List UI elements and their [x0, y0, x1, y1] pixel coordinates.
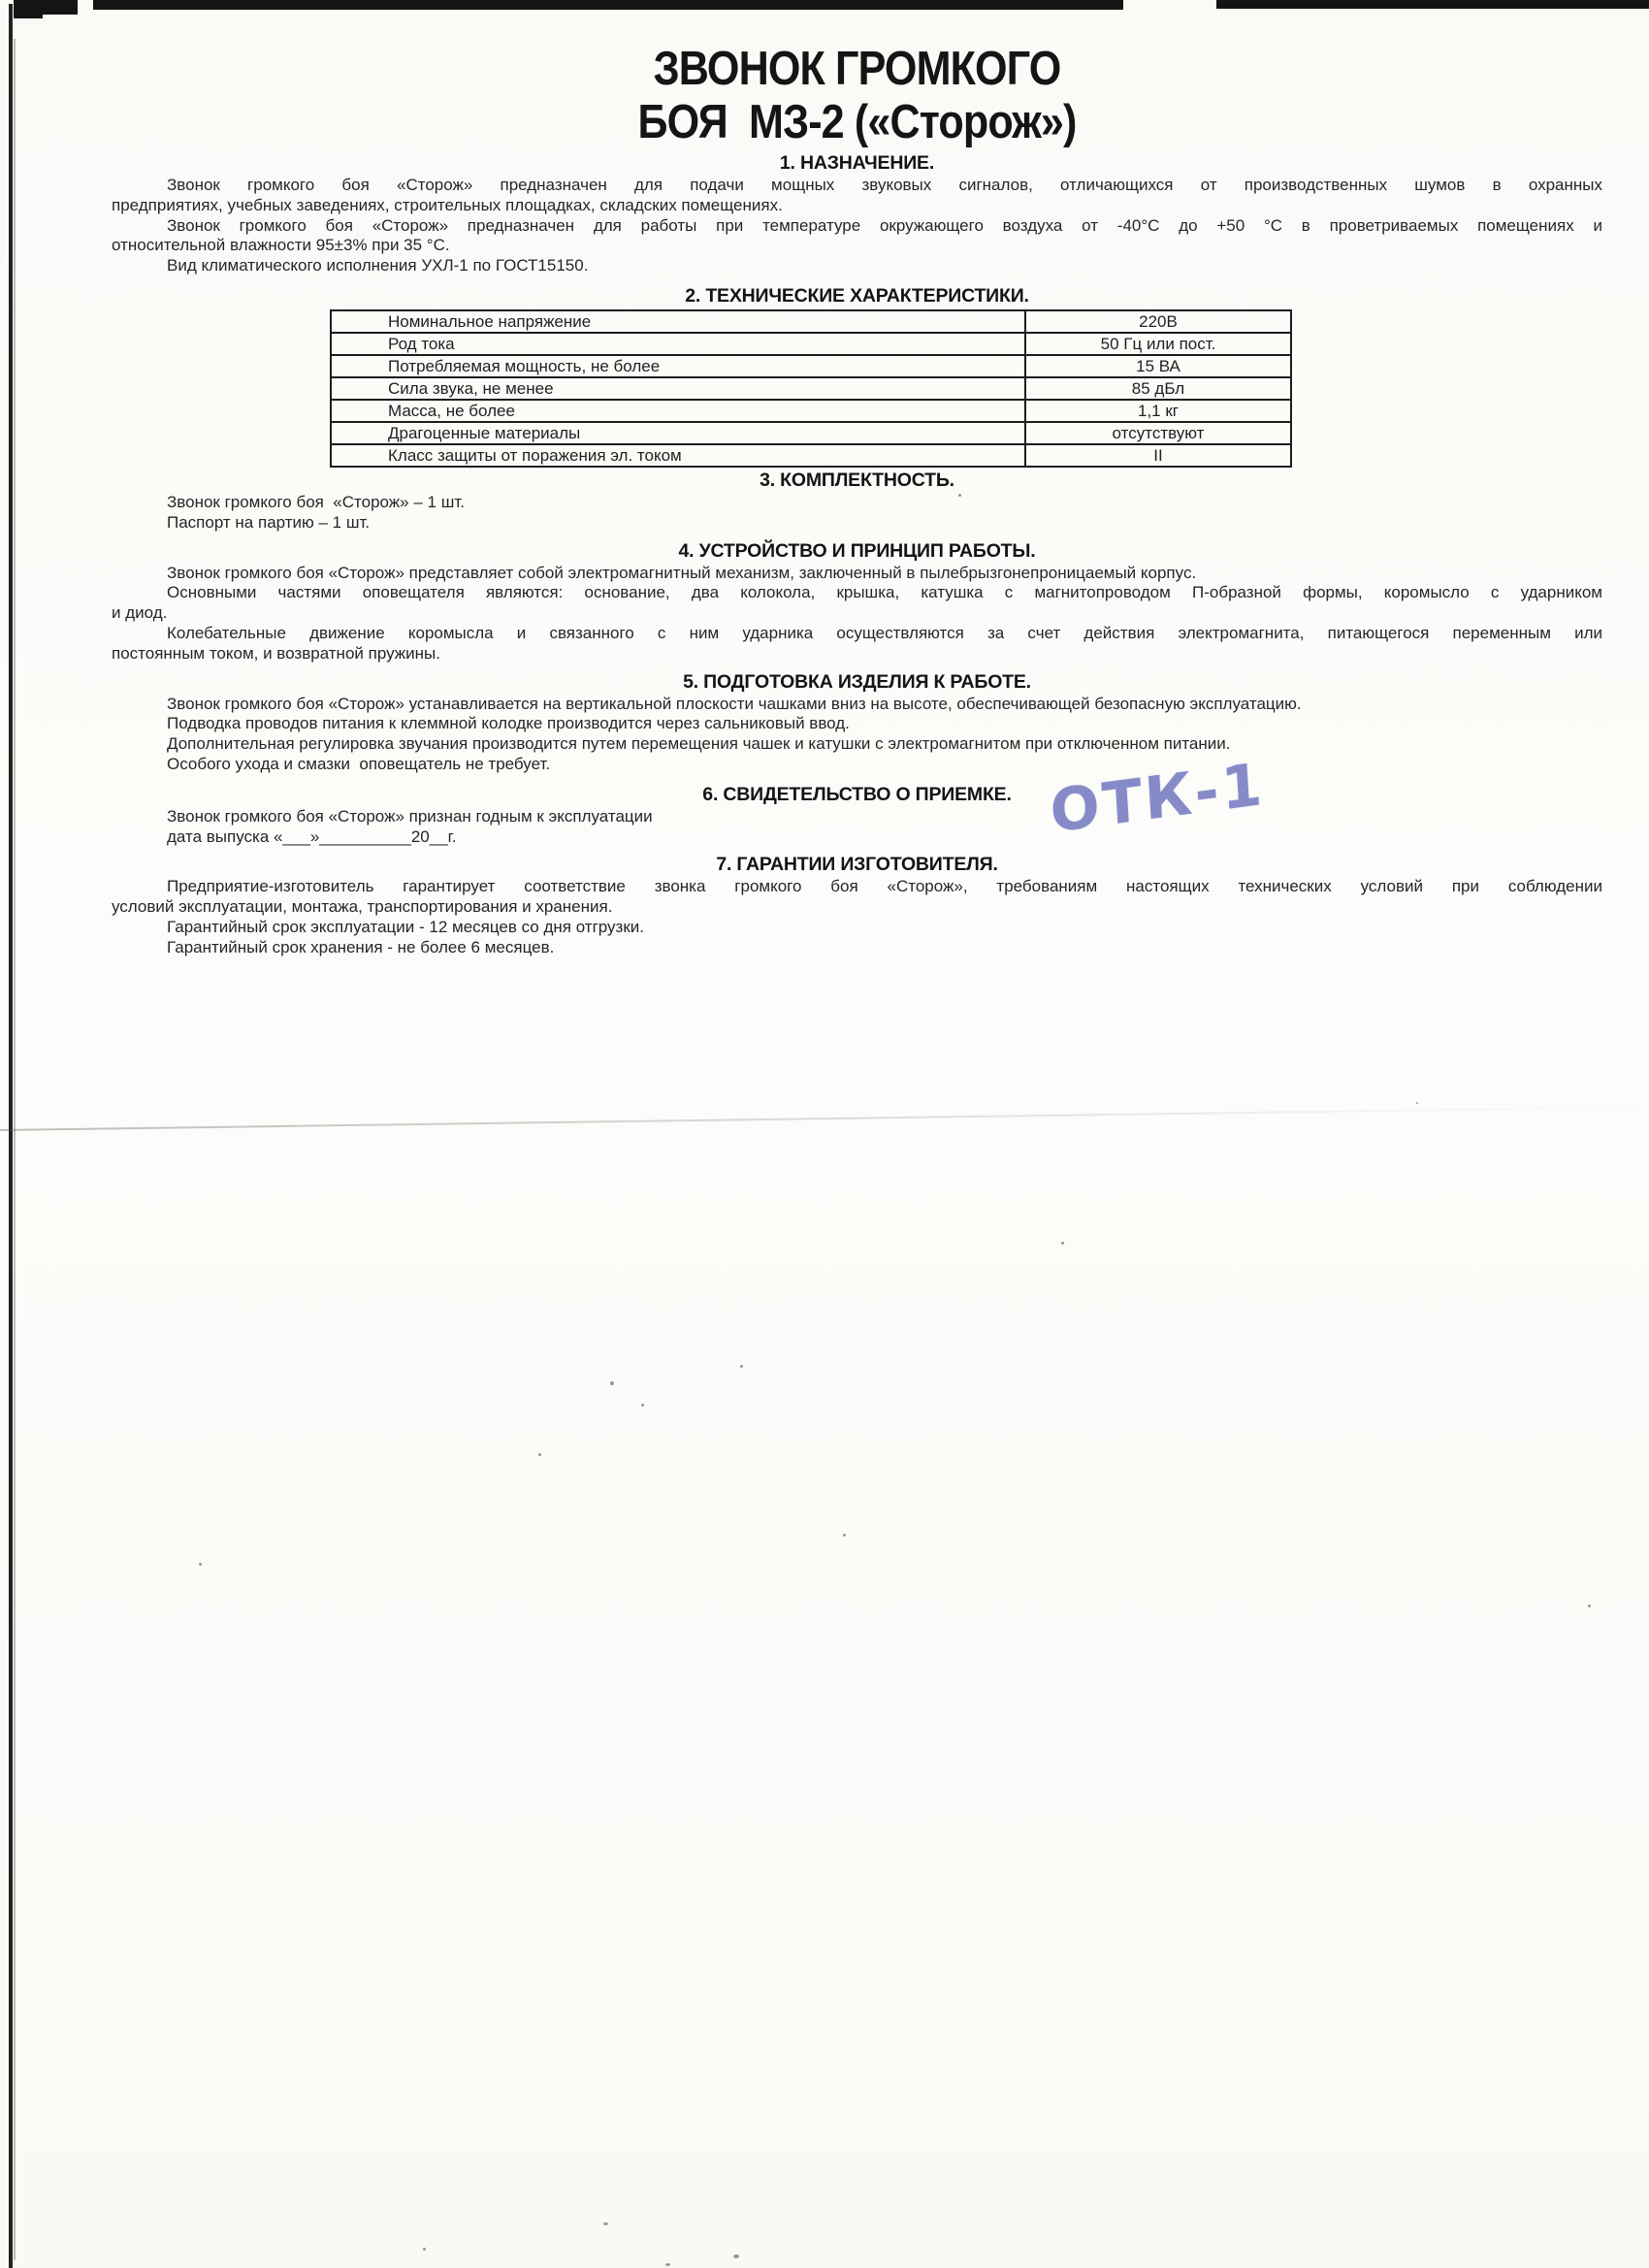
scan-speck — [733, 2254, 739, 2258]
section-heading-2: 2. ТЕХНИЧЕСКИЕ ХАРАКТЕРИСТИКИ. — [685, 284, 1029, 307]
scan-speck — [610, 1381, 614, 1385]
section-heading-7: 7. ГАРАНТИИ ИЗГОТОВИТЕЛЯ. — [716, 854, 998, 876]
text-line: Звонок громкого боя «Сторож» признан годным к эксплуатации — [167, 806, 653, 826]
scan-speck — [538, 1453, 541, 1456]
otk-acceptance-stamp: ОТК-1 — [1048, 750, 1267, 847]
text-line: Звонок громкого боя «Сторож» представляет собой электромагнитный механизм, заключенный в пылебрызгонепроницаемый корпус. — [167, 563, 1197, 582]
spec-value: 1,1 кг — [1025, 400, 1291, 422]
text-line: Вид климатического исполнения УХЛ-1 по ГОСТ15150. — [167, 256, 589, 275]
scan-speck — [740, 1365, 743, 1368]
table-row — [331, 377, 1291, 400]
document-title: БОЯ МЗ-2 («Сторож») — [637, 96, 1077, 148]
scan-top-edge — [14, 15, 43, 18]
table-row — [331, 355, 1291, 377]
text-line: Звонок громкого боя «Сторож» предназначен для работы при температуре окружающего воздуха от -40°С до +50 °С в проветриваемых помещениях и — [167, 215, 1602, 235]
scan-top-edge — [1216, 0, 1649, 9]
scan-speck — [199, 1563, 202, 1566]
table-row — [331, 400, 1291, 422]
scan-speck — [641, 1404, 644, 1407]
spec-value: 50 Гц или пост. — [1025, 333, 1291, 355]
section-heading-4: 4. УСТРОЙСТВО И ПРИНЦИП РАБОТЫ. — [678, 539, 1036, 562]
scan-speck — [1416, 1102, 1418, 1104]
section-1-body — [112, 176, 1602, 276]
list-item: Звонок громкого боя «Сторож» – 1 шт. — [167, 492, 465, 511]
text-line: предприятиях, учебных заведениях, строительных площадках, складских помещениях. — [112, 195, 783, 214]
text-line: условий эксплуатации, монтажа, транспортирования и хранения. — [112, 897, 613, 917]
scan-top-edge — [14, 0, 78, 15]
text-line: Дополнительная регулировка звучания производится путем перемещения чашек и катушки с электромагнитом при отключенном питании. — [167, 734, 1231, 754]
table-row — [331, 310, 1291, 333]
text-line: Гарантийный срок эксплуатации - 12 месяцев со дня отгрузки. — [167, 917, 645, 936]
section-heading-1: 1. НАЗНАЧЕНИЕ. — [779, 152, 935, 174]
spec-param: Драгоценные материалы — [331, 422, 1025, 444]
text-line: Звонок громкого боя «Сторож» устанавливается на вертикальной плоскости чашками вниз на высоте, обеспечивающей безопасную эксплуатацию. — [167, 694, 1302, 713]
section-3-body — [112, 493, 1602, 534]
issue-date-line: дата выпуска «___»__________20__г. — [167, 826, 457, 846]
text-line: Предприятие-изготовитель гарантирует соответствие звонка громкого боя «Сторож», требованиям настоящих технических условий при соблюдении — [167, 877, 1602, 896]
text-line: Основными частями оповещателя являются: основание, два колокола, крышка, катушка с магнитопроводом П-образной формы, коромысло с ударником — [167, 583, 1602, 602]
text-line: Особого ухода и смазки оповещатель не требует. — [167, 754, 551, 773]
text-line: постоянным током, и возвратной пружины. — [112, 643, 440, 663]
spec-value: 85 дБл — [1025, 377, 1291, 400]
table-row — [331, 444, 1291, 467]
spec-param: Номинальное напряжение — [331, 310, 1025, 333]
spec-param: Потребляемая мощность, не более — [331, 355, 1025, 377]
list-item: Паспорт на партию – 1 шт. — [167, 512, 371, 532]
section-heading-3: 3. КОМПЛЕКТНОСТЬ. — [760, 469, 954, 491]
scan-speck — [603, 2222, 608, 2225]
scan-speck — [665, 2263, 670, 2266]
spec-value: II — [1025, 444, 1291, 467]
scan-speck — [843, 1534, 846, 1537]
spec-param: Сила звука, не менее — [331, 377, 1025, 400]
scan-speck — [1061, 1242, 1064, 1245]
section-7-body — [112, 877, 1602, 957]
tech-specs-table — [330, 309, 1292, 468]
scan-left-edge — [9, 4, 13, 2268]
table-row — [331, 422, 1291, 444]
table-row — [331, 333, 1291, 355]
text-line: Колебательные движение коромысла и связанного с ним ударника осуществляются за счет действия электромагнита, питающегося переменным или — [167, 623, 1602, 642]
document-title: ЗВОНОК ГРОМКОГО — [653, 43, 1061, 95]
spec-param: Род тока — [331, 333, 1025, 355]
scan-speck — [1588, 1604, 1591, 1607]
document-content — [112, 43, 1602, 958]
scan-top-edge — [93, 0, 1123, 10]
section-heading-5: 5. ПОДГОТОВКА ИЗДЕЛИЯ К РАБОТЕ. — [683, 670, 1031, 693]
scan-left-edge — [14, 39, 16, 2260]
section-4-body — [112, 564, 1602, 664]
text-line: относительной влажности 95±3% при 35 °С. — [112, 236, 450, 255]
section-6-body — [112, 807, 1602, 848]
spec-param: Масса, не более — [331, 400, 1025, 422]
scan-speck — [423, 2248, 426, 2251]
text-line: и диод. — [112, 603, 168, 623]
spec-value: 15 ВА — [1025, 355, 1291, 377]
spec-value: отсутствуют — [1025, 422, 1291, 444]
spec-param: Класс защиты от поражения эл. током — [331, 444, 1025, 467]
spec-value: 220В — [1025, 310, 1291, 333]
section-5-body — [112, 695, 1602, 775]
text-line: Гарантийный срок хранения - не более 6 месяцев. — [167, 937, 555, 956]
section-heading-6: 6. СВИДЕТЕЛЬСТВО О ПРИЕМКЕ. — [702, 783, 1012, 805]
text-line: Звонок громкого боя «Сторож» предназначен для подачи мощных звуковых сигналов, отличающихся от производственных шумов в охранных — [167, 176, 1602, 194]
text-line: Подводка проводов питания к клеммной колодке производится через сальниковый ввод. — [167, 714, 850, 733]
